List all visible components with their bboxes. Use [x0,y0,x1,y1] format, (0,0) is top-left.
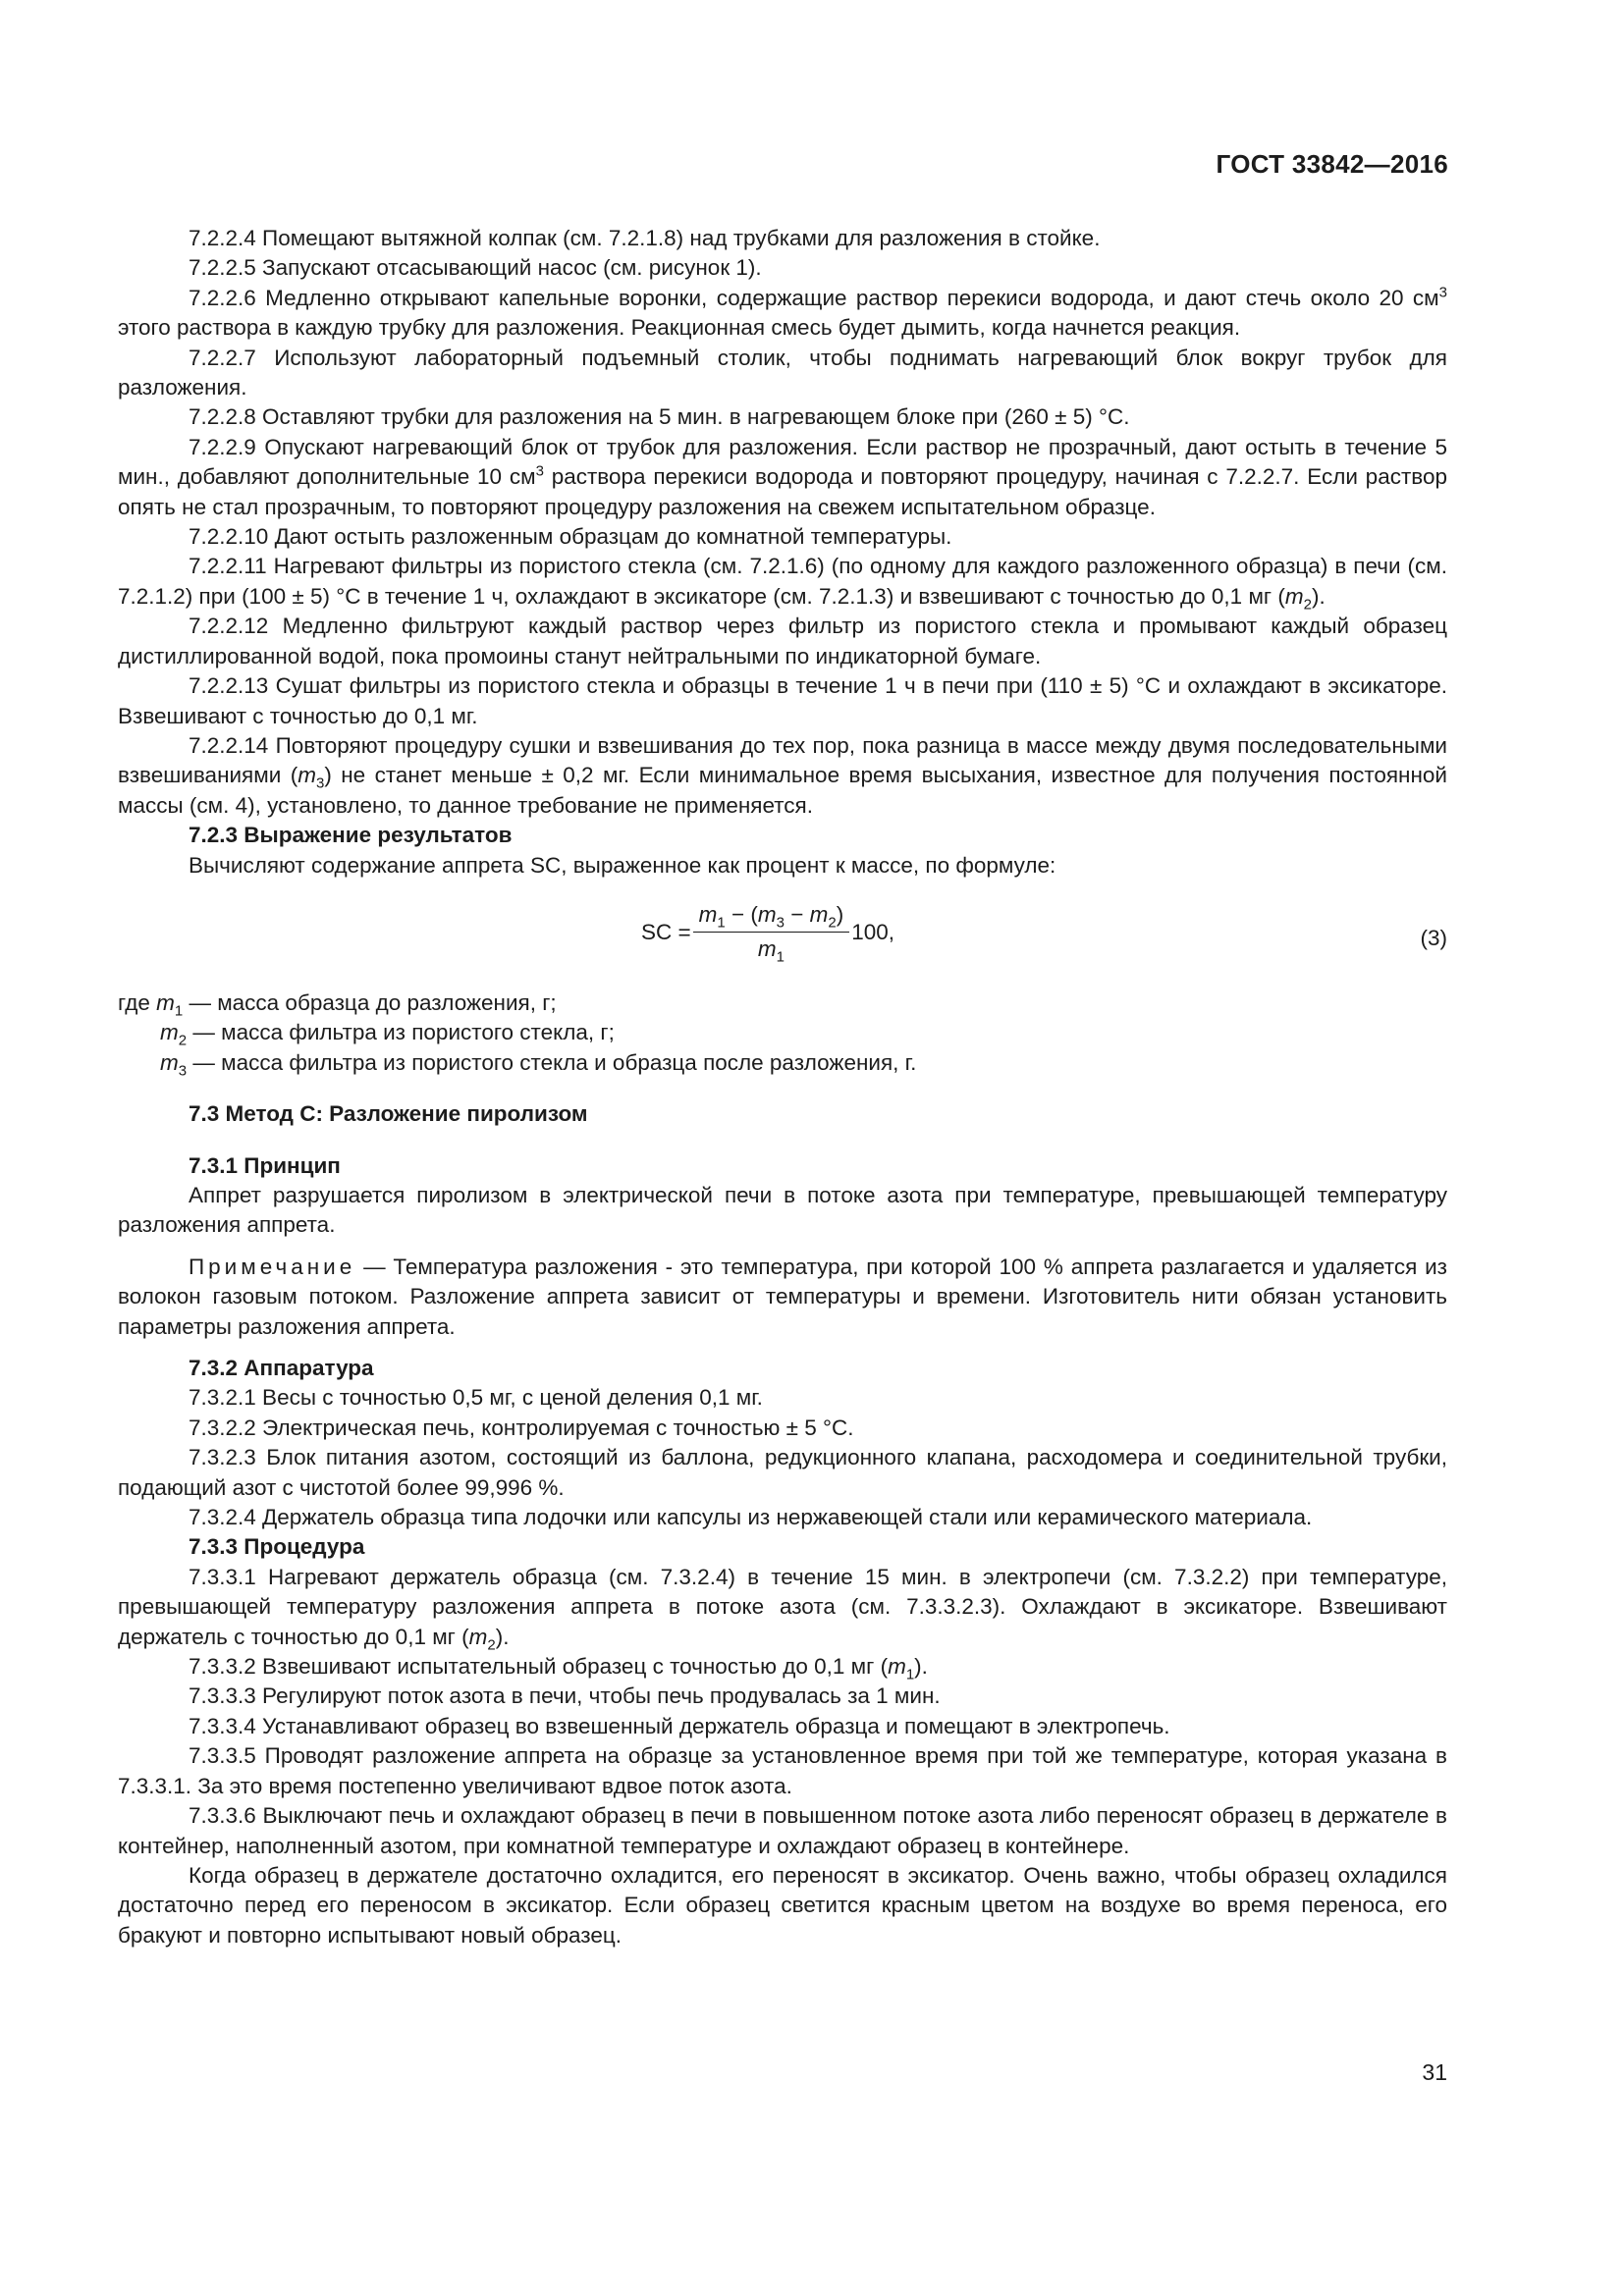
legend-m1: где $m_1$ — масса образца до разложения, г; [118,989,557,1020]
paragraph-7224: 7.2.2.4 Помещают вытяжной колпак (см. 7.2.1.8) над трубками для разложения в стойке. [189,226,1101,250]
paragraph-72210: 7.2.2.10 Дают остыть разложенным образцам до комнатной температуры. [189,524,952,550]
formula-legend [118,988,1447,1078]
equation-number: (3) [1420,925,1447,950]
formula-denominator: $m_1$ [757,936,785,966]
paragraph-7335: 7.3.3.5 Проводят разложение аппрета на образце за установленное время при той же температуре, которая указана в 7.3.3.1. За это время постепенно увеличивают вдвое поток азота. [118,1743,1447,1798]
paragraph-7321: 7.3.2.1 Весы с точностью 0,5 мг, с ценой деления 0,1 мг. [189,1385,763,1411]
paragraph-7331: 7.3.3.1 Нагревают держатель образца (см. 7.3.2.4) в течение 15 мин. в электропечи (см. 7.3.2.2) при температуре, превышающей температуру разложения аппрета в потоке азота (см. 7.3.3.2.3). Охлаждают в эксикаторе. Взвешивают держатель с точностью до 0,1 мг $(m_2)$. [118,1564,1447,1654]
note-label: Примечание [189,1254,356,1279]
paragraph-7227: 7.2.2.7 Используют лабораторный подъемный столик, чтобы поднимать нагревающий блок вокруг трубок для разложения. [118,345,1447,400]
document-header: ГОСТ 33842—2016 [1216,149,1448,179]
legend-m3: $m_3$ — масса фильтра из пористого стекла и образца после разложения, г. [160,1049,917,1080]
paragraph-7323: 7.3.2.3 Блок питания азотом, состоящий из баллона, редукционного клапана, расходомера и соединительной трубки, подающий азот с чистотой более 99,996 %. [118,1445,1447,1500]
paragraph-72214: 7.2.2.14 Повторяют процедуру сушки и взвешивания до тех пор, пока разница в массе между двумя последовательными взвешиваниями $(m_3)$ не станет меньше ± 0,2 мг. Если минимальное время высыхания, известное для получения постоянной массы (см. 4), установлено, то данное требование не применяется. [118,732,1447,818]
paragraph-723: Вычисляют содержание аппрета SC, выраженное как процент к массе, по формуле: [189,852,1056,878]
paragraph-72211: 7.2.2.11 Нагревают фильтры из пористого стекла (см. 7.2.1.6) (по одному для каждого разложенного образца) в печи (см. 7.2.1.2) при (100 ± 5) °С в течение 1 ч, охлаждают в эксикаторе (см. 7.2.1.3) и взвешивают с точностью до 0,1 мг $(m_2)$. [118,554,1447,614]
paragraph-final: Когда образец в держателе достаточно охладится, его переносят в эксикатор. Очень важно, чтобы образец охладился достаточно перед его переносом в эксикатор. Если образец светится красным цветом на воздухе во время переноса, его бракуют и повторно испытывают новый образец. [118,1862,1447,1948]
paragraph-7333: 7.3.3.3 Регулируют поток азота в печи, чтобы печь продувалась за 1 мин. [189,1683,941,1709]
paragraph-72213: 7.2.2.13 Сушат фильтры из пористого стекла и образцы в течение 1 ч в печи при (110 ± 5) °С и охлаждают в эксикаторе. Взвешивают с точностью до 0,1 мг. [118,673,1447,728]
formula-numerator: $m_1 - (m_3 - m_2)$ [693,900,850,933]
page-number: 31 [1422,2059,1447,2085]
paragraph-72212: 7.2.2.12 Медленно фильтруют каждый раствор через фильтр из пористого стекла и промывают каждый образец дистиллированной водой, пока промоины станут нейтральными по индикаторной бумаге. [118,614,1447,668]
paragraph-7334: 7.3.3.4 Устанавливают образец во взвешенный держатель образца и помещают в электропечь. [189,1713,1170,1738]
formula-fraction [693,900,850,965]
heading-731: 7.3.1 Принцип [189,1152,341,1178]
formula-factor: 100, [851,919,895,944]
heading-73: 7.3 Метод С: Разложение пиролизом [189,1101,588,1127]
heading-723: 7.2.3 Выражение результатов [189,823,513,848]
paragraph-7228: 7.2.2.8 Оставляют трубки для разложения на 5 мин. в нагревающем блоке при (260 ± 5) °С. [189,404,1130,430]
paragraph-731: Аппрет разрушается пиролизом в электрической печи в потоке азота при температуре, превышающей температуру разложения аппрета. [118,1182,1447,1238]
paragraph-7332: 7.3.3.2 Взвешивают испытательный образец с точностью до 0,1 мг $(m_1)$. [189,1654,928,1683]
formula-expression [641,900,894,965]
formula-3 [118,890,1447,981]
paragraph-7322: 7.3.2.2 Электрическая печь, контролируемая с точностью ± 5 °С. [189,1415,854,1440]
paragraph-7229: 7.2.2.9 Опускают нагревающий блок от трубок для разложения. Если раствор не прозрачный, дают остыть в течение 5 мин., добавляют дополнительные 10 $см^3$ раствора перекиси водорода и повторяют процедуру, начиная с 7.2.2.7. Если раствор опять не стал прозрачным, то повторяют процедуру разложения на свежем испытательном образце. [118,434,1447,519]
paragraph-7324: 7.3.2.4 Держатель образца типа лодочки или капсулы из нержавеющей стали или керамического материала. [189,1505,1313,1530]
heading-732: 7.3.2 Аппаратура [189,1356,374,1380]
formula-lhs: SC = [641,919,691,944]
paragraph-7225: 7.2.2.5 Запускают отсасывающий насос (см. рисунок 1). [189,255,762,281]
paragraph-7336: 7.3.3.6 Выключают печь и охлаждают образец в печи в повышенном потоке азота либо переносят образец в держателе в контейнер, наполненный азотом, при комнатной температуре и охлаждают образец в контейнере. [118,1803,1447,1858]
paragraph-7226: 7.2.2.6 Медленно открывают капельные воронки, содержащие раствор перекиси водорода, и дают стечь около 20 $см^3$ этого раствора в каждую трубку для разложения. Реакционная смесь будет дымить, когда начнется реакция. [118,284,1447,341]
legend-m2: $m_2$ — масса фильтра из пористого стекла, г; [160,1020,615,1049]
document-body [118,224,1447,1950]
heading-733: 7.3.3 Процедура [189,1534,365,1560]
note: Примечание — Температура разложения - это температура, при которой 100 % аппрета разлагается и удаляется из волокон газовым потоком. Разложение аппрета зависит от температуры и времени. Изготовитель нити обязан установить параметры разложения аппрета. [118,1254,1447,1339]
